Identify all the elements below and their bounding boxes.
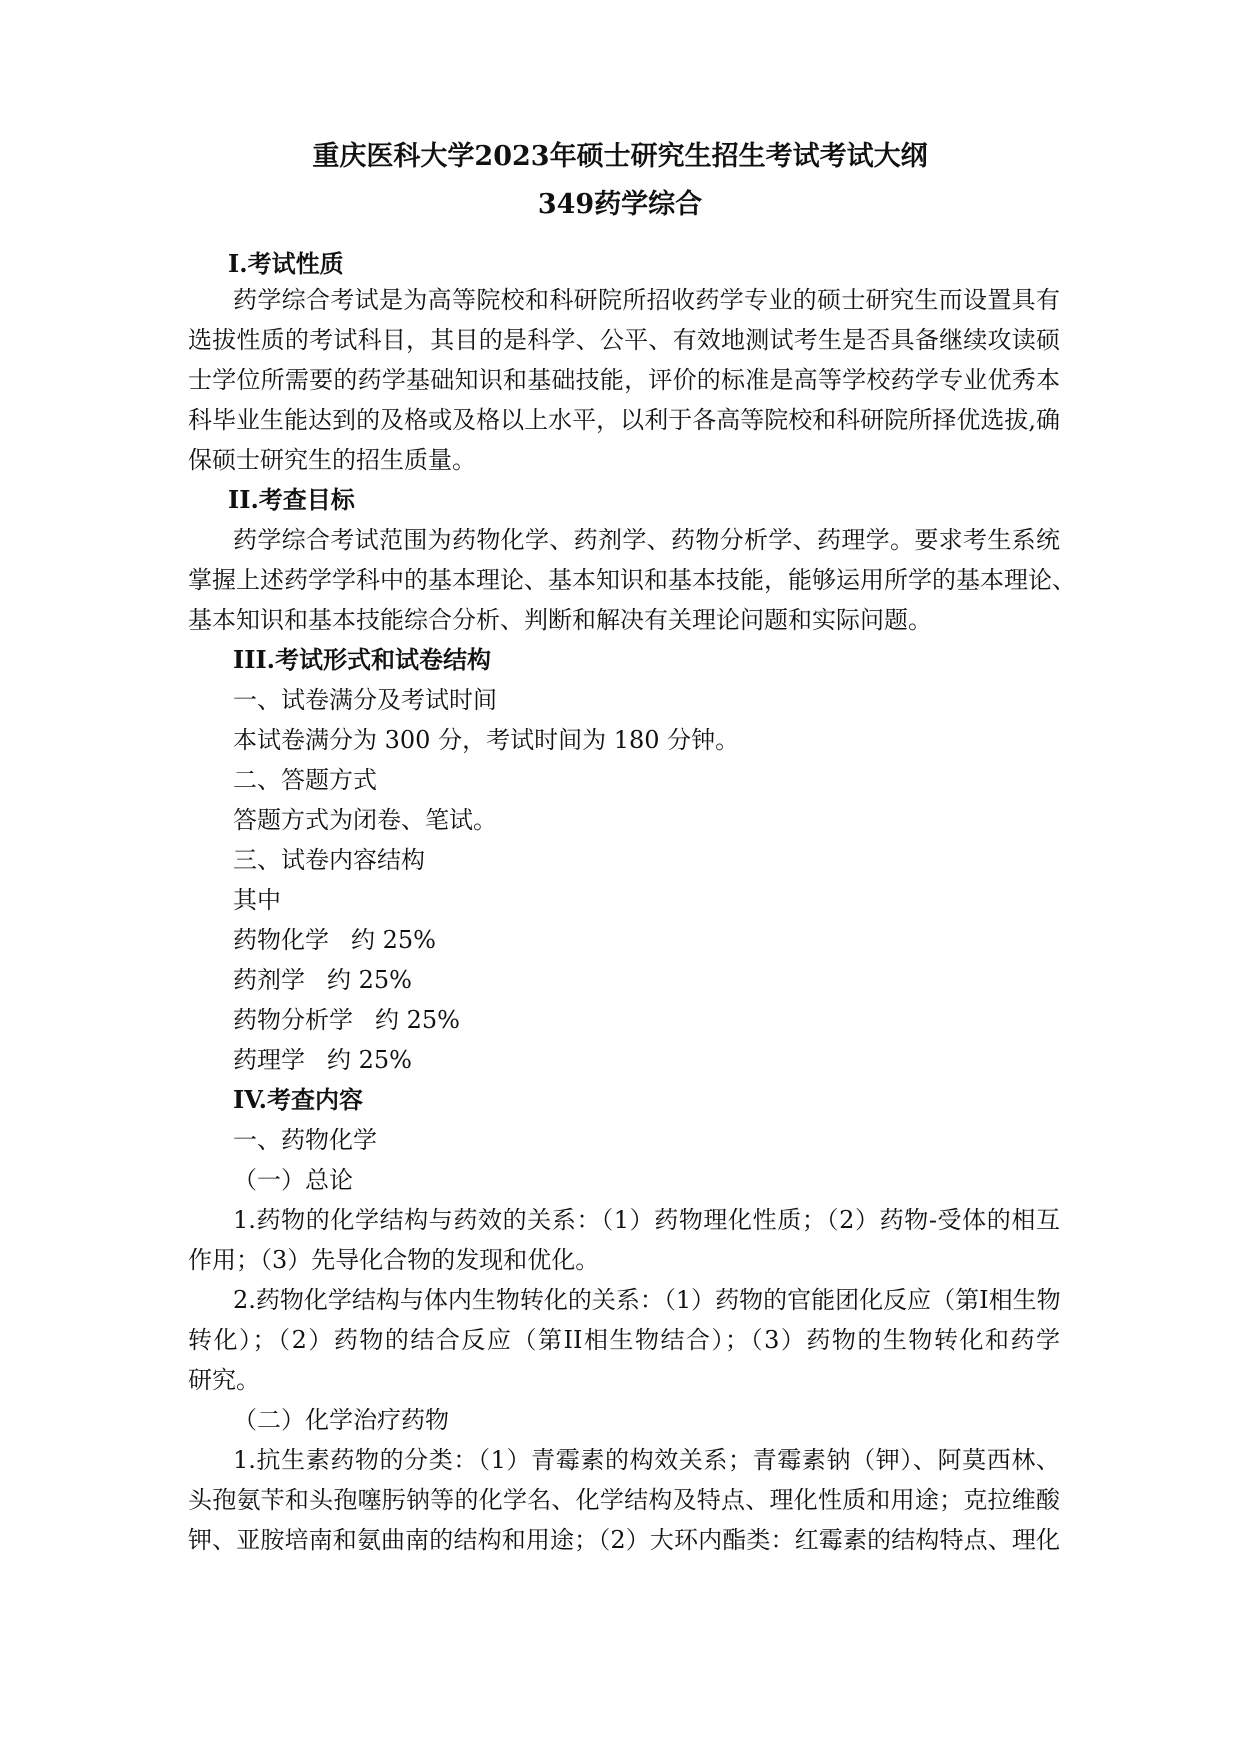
section-heading-format: III.考试形式和试卷结构 <box>233 645 492 674</box>
paragraph-line: 其中 <box>233 886 281 914</box>
subject-percent: 约 25% <box>375 1006 460 1034</box>
section-heading-content: IV.考查内容 <box>233 1085 364 1114</box>
list-item <box>233 1044 1105 1076</box>
list-item <box>233 964 1105 996</box>
document-subtitle: 349药学综合 <box>537 189 703 220</box>
paragraph-line: 选拔性质的考试科目，其目的是科学、公平、有效地测试考生是否具备继续攻读硕 <box>188 326 1060 354</box>
subject-name: 药理学 <box>233 1046 305 1074</box>
paragraph-line: 掌握上述药学学科中的基本理论、基本知识和基本技能，能够运用所学的基本理论、 <box>188 566 1076 594</box>
paragraph-line: 保硕士研究生的招生质量。 <box>188 446 476 474</box>
paragraph-line: 转化）；（2）药物的结合反应（第II相生物结合）；（3）药物的生物转化和药学 <box>188 1326 1060 1354</box>
section-heading-nature: I.考试性质 <box>228 249 344 278</box>
paragraph-line: 药学综合考试范围为药物化学、药剂学、药物分析学、药理学。要求考生系统 <box>233 526 1060 554</box>
document-title: 重庆医科大学2023年硕士研究生招生考试考试大纲 <box>312 141 928 172</box>
paragraph-line: 研究。 <box>188 1366 260 1394</box>
paragraph-line: 答题方式为闭卷、笔试。 <box>233 806 497 834</box>
subheading: 一、药物化学 <box>233 1126 377 1154</box>
subject-percent: 约 25% <box>327 1046 412 1074</box>
subject-percent: 约 25% <box>327 966 412 994</box>
paragraph-line: 1.抗生素药物的分类：（1）青霉素的构效关系；青霉素钠（钾）、阿莫西林、 <box>233 1446 1060 1474</box>
list-item <box>233 924 1105 956</box>
section-heading-objectives: II.考查目标 <box>228 485 355 514</box>
subject-name: 药剂学 <box>233 966 305 994</box>
paragraph-line: 药学综合考试是为高等院校和科研院所招收药学专业的硕士研究生而设置具有 <box>233 286 1060 314</box>
paragraph-line: 本试卷满分为 300 分，考试时间为 180 分钟。 <box>233 726 740 754</box>
subheading: 二、答题方式 <box>233 766 377 794</box>
paragraph-line: 1.药物的化学结构与药效的关系：（1）药物理化性质；（2）药物-受体的相互 <box>233 1206 1060 1234</box>
paragraph-line: 基本知识和基本技能综合分析、判断和解决有关理论问题和实际问题。 <box>188 606 932 634</box>
paragraph-line: 钾、亚胺培南和氨曲南的结构和用途；（2）大环内酯类：红霉素的结构特点、理化 <box>188 1526 1060 1554</box>
paragraph-line: 头孢氨苄和头孢噻肟钠等的化学名、化学结构及特点、理化性质和用途；克拉维酸 <box>188 1486 1060 1514</box>
paragraph-line: 士学位所需要的药学基础知识和基础技能，评价的标准是高等学校药学专业优秀本 <box>188 366 1060 394</box>
subheading: （一）总论 <box>233 1166 353 1194</box>
subject-name: 药物化学 <box>233 926 329 954</box>
subject-percent: 约 25% <box>351 926 436 954</box>
paragraph-line: 作用；（3）先导化合物的发现和优化。 <box>188 1246 600 1274</box>
subheading: 三、试卷内容结构 <box>233 846 425 874</box>
list-item <box>233 1004 1105 1036</box>
subject-name: 药物分析学 <box>233 1006 353 1034</box>
subheading: 一、试卷满分及考试时间 <box>233 686 497 714</box>
subheading: （二）化学治疗药物 <box>233 1406 449 1434</box>
paragraph-line: 科毕业生能达到的及格或及格以上水平，以利于各高等院校和科研院所择优选拔,确 <box>188 406 1060 434</box>
paragraph-line: 2.药物化学结构与体内生物转化的关系：（1）药物的官能团化反应（第I相生物 <box>233 1286 1061 1314</box>
